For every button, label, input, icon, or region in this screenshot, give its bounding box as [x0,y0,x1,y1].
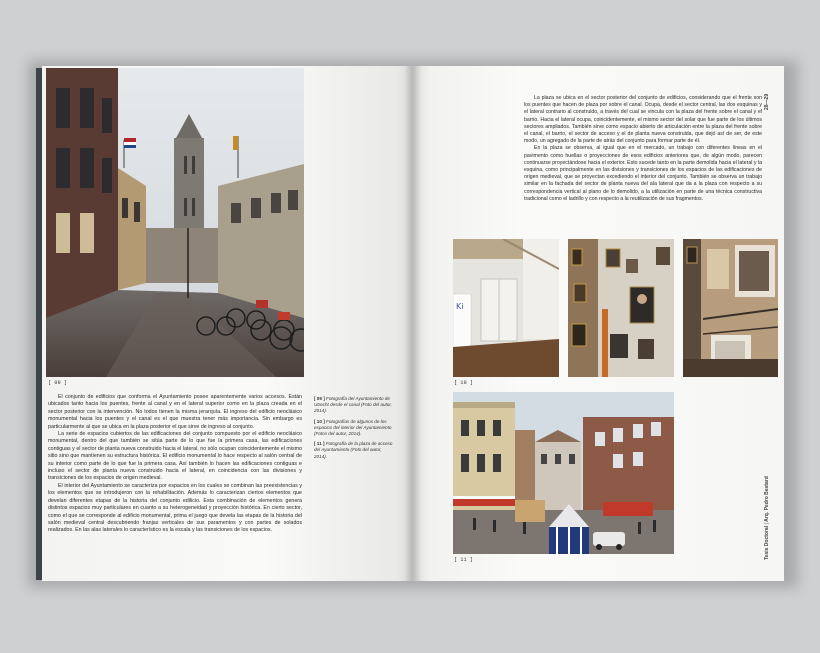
note-10-text: Fotografías de algunos de los espacios del interior del Ayuntamiento (Fotos del autor, 2014). [314,418,392,437]
note-09-text: Fotografía del Ayuntamiento de Utrecht desde el canal (Foto del autor, 2014). [314,396,392,414]
left-paragraph-2: La serie de espacios cubiertos de las edificaciones del conjunto compuesto por el edificio neoclásico monumental, dentro del que también se sitúa parte de lo que fue la primera casa, las edificaciones contiguas y el sector de planta nueva construido hacia el lateral, no sólo ocupan coincidentemente el mismo sitio sino que mantienen su estructura histórica. El edificio monumental lo hace respecto al salón central de su interior como parte de lo que fue la primera casa. Así también lo hacen las edificaciones contiguas e incluso el sector de planta nueva construido hacia el lateral, en coincidencia con las divisiones y transiciones de los espacios de origen medieval. [48,431,302,482]
left-paragraph-3: El interior del Ayuntamiento se caracteriza por espacios en los cuales se combinan las preexistencias y los elementos que se introdujeron con la rehabilitación. Además lo caracterizan ciertos elementos que develan diferentes etapas de la historia del conjunto edilicio. Esta combinación de elementos genera distintos espacios muy particulares en cuanto a su heterogeneidad y proyección histórica. En cierto sector, como el que se corresponde al edificio monumental, prima el juego que devela las etapas de la historia del salón medieval central descubriendo franjas verticales de sus paramentos y con partes de solados realizados. En las alas laterales lo característico es la escala y las transiciones de los espacios. [48,482,302,534]
book-gutter [404,66,422,581]
photo-notes [314,396,394,464]
note-11-label: [ 11 ] [314,441,325,447]
right-paragraph-2: En la plaza se observa, al igual que en el mercado, un trabajo con diferentes líneas en el pavimento como huellas o proyecciones de esos edificios anteriores que, de algún modo, parecen continuarse proyectándose hacia el exterior. Esto sucede tanto en la parte demolida hacia el lateral y la esquina, como principalmente en las divisiones y transiciones de los espacios de las edificaciones de origen medieval, que se proyectan excediendo el interior del conjunto. También se observa un trabajo similar en la fachada del sector de planta nueva del ala lateral que da a la plaza con respecto a su correspondencia vertical al plano de lo demolido, a la utilización en parte de una técnica constructiva tradicional como el ladrillo y con respecto a la reutilización de sus fragmentos. [524,145,762,202]
photo-interior-portraits [568,239,674,377]
side-credit: Tesis Doctoral | Arq. Pedro Bestard [764,476,770,560]
photo-11-label: [ 11 ] [454,557,474,563]
note-09 [314,396,394,415]
photo-interior-hall [453,239,559,377]
right-body-text [524,95,762,203]
side-credit-title: Tesis Doctoral [764,525,770,560]
side-credit-author: Arq. Pedro Bestard [764,476,770,522]
photo-utrecht-canal [46,68,304,377]
photo-interior-stairs [683,239,778,377]
note-10 [314,419,394,438]
left-body-text [48,394,302,535]
note-11 [314,441,394,460]
page-numbers: 28—29 [764,93,770,110]
photo-10-label: [ 10 ] [454,380,474,386]
note-11-text: Fotografía de la plaza de acceso del Ayuntamiento (Foto del autor, 2014). [314,441,393,459]
note-10-label: [ 10 ] [314,418,325,424]
photo-plaza-access [453,392,674,554]
photo-09-label: [ 09 ] [48,380,68,386]
svg-text:Ki: Ki [456,302,464,311]
right-paragraph-1: La plaza se ubica en el sector posterior del conjunto de edificios, considerando que el frente son los puentes que hacen de plaza por sobre el canal. Ocupa, desde el sector central, las dos esquinas y el lateral contrario al construido, a través del cual se vincula con la plaza del frente sobre el canal y el barrio. Hacia el lateral ocupa, coincidentemente, el mismo sector del solar que fue parte de los últimos sectores ampliados. También sirve como espacio abierto de articulación entre la plaza del frente sobre el canal, el barrio, el sector de acceso y el de planta nueva construida, que dejó así de ser, de este modo, un agregado de la parte de atrás del conjunto para formar parte de él. [524,95,762,145]
left-paragraph-1: El conjunto de edificios que conforma el Ayuntamiento posee aparentemente varios accesos. Están ubicados tanto hacia los puentes, frente al canal y en el lateral superior como en la plaza creada en el sector posterior con la intervención. No todos tienen la misma jerarquía. El ingreso del edificio neoclásico monumental hacia los puentes y el canal es el que muestra tener más importancia. Sin embargo es particularmente al que se ubica en la plaza posterior el que sirve de ingreso al conjunto. [48,394,302,430]
note-09-label: [ 09 ] [314,396,325,401]
